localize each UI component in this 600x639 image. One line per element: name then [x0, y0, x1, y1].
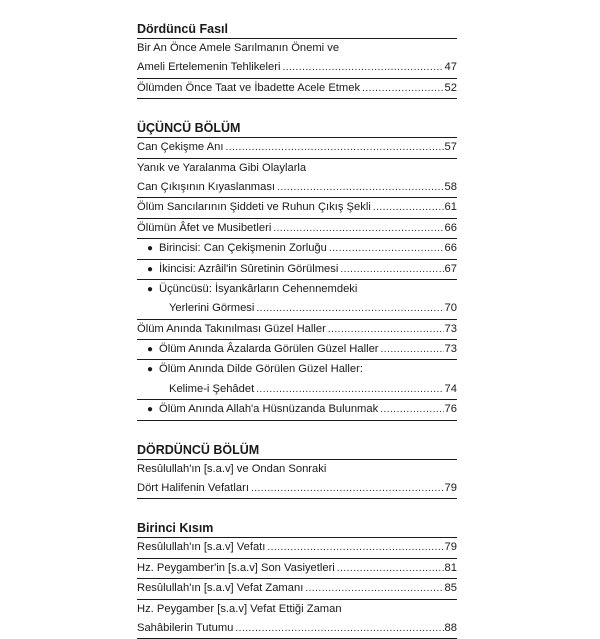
toc-entry	[137, 138, 457, 158]
toc-entry-page: 79	[444, 482, 457, 495]
toc-entry-page: 47	[444, 61, 457, 74]
dot-leader	[329, 239, 444, 258]
toc-entry	[137, 538, 457, 558]
toc-entry	[137, 39, 457, 58]
toc-entry-title: Ameli Ertelemenin Tehlikeleri	[137, 61, 281, 74]
dot-leader	[256, 380, 443, 399]
toc-entry	[137, 340, 457, 360]
dot-leader	[305, 579, 443, 598]
toc-entry-page: 57	[444, 141, 457, 154]
dot-leader	[267, 538, 443, 557]
toc-entry-page: 70	[444, 302, 457, 315]
toc-entry-page: 81	[444, 561, 457, 574]
toc-entry-page: 66	[444, 242, 457, 255]
toc-entry-title: Sahâbilerin Tutumu	[137, 621, 234, 634]
toc-entry	[137, 579, 457, 599]
toc-entry	[137, 299, 457, 319]
toc-entry	[137, 178, 457, 198]
section-heading: Dördüncü Fasıl	[137, 20, 457, 39]
dot-leader	[380, 400, 443, 419]
bullet-icon: ●	[147, 263, 154, 275]
toc-entry-page: 58	[444, 180, 457, 193]
toc-entry	[137, 400, 457, 420]
toc-entry-title: Ölüm Anında Takınılması Güzel Haller	[137, 322, 326, 335]
toc-entry-page: 52	[444, 81, 457, 94]
toc-entry-page: 74	[444, 382, 457, 395]
bullet-icon: ●	[147, 283, 154, 295]
toc-entry-title: Ölümden Önce Taat ve İbadette Acele Etmek	[137, 81, 361, 94]
dot-leader	[381, 340, 444, 359]
section-heading: DÖRDÜNCÜ BÖLÜM	[137, 441, 457, 460]
toc-entry-title: Dört Halifenin Vefatları	[137, 482, 249, 495]
dot-leader	[362, 79, 443, 98]
toc-entry	[137, 280, 457, 299]
toc-entry-title: Yerlerini Görmesi	[169, 302, 255, 315]
dot-leader	[251, 479, 444, 498]
toc-entry-title: Hz. Peygamber'in [s.a.v] Son Vasiyetleri	[137, 561, 335, 574]
toc-entry-title: Can Çıkışının Kıyaslanması	[137, 180, 276, 193]
dot-leader	[373, 198, 444, 217]
toc-entry	[137, 619, 457, 639]
toc-entry-page: 79	[444, 541, 457, 554]
dot-leader	[282, 58, 443, 77]
toc-entry	[137, 600, 457, 619]
toc-entry-title: Ölüm Anında Allah'a Hüsnüzanda Bulunmak	[159, 403, 379, 416]
toc-entry-title: Üçüncüsü: İsyankârların Cehennemdeki	[159, 282, 358, 295]
bullet-icon: ●	[147, 364, 154, 376]
toc-entry-title: İkincisi: Azrâil'in Sûretinin Görülmesi	[159, 262, 339, 275]
dot-leader	[256, 299, 443, 318]
toc-entry-title: Ölüm Anında Âzalarda Görülen Güzel Haller	[159, 343, 379, 356]
bullet-icon: ●	[147, 404, 154, 416]
dot-leader	[277, 178, 444, 197]
toc-entry-page: 88	[444, 621, 457, 634]
toc-entry-title: Ölümün Âfet ve Musibetleri	[137, 221, 272, 234]
toc-entry	[137, 79, 457, 99]
toc-entry	[137, 320, 457, 340]
toc-entry	[137, 360, 457, 379]
dot-leader	[328, 320, 444, 339]
toc-entry-title: Bir An Önce Amele Sarılmanın Önemi ve	[137, 42, 340, 54]
toc-entry	[137, 198, 457, 218]
toc-entry-page: 66	[444, 221, 457, 234]
dot-leader	[225, 138, 443, 157]
toc-entry-page: 73	[444, 322, 457, 335]
toc-entry-title: Birincisi: Can Çekişmenin Zorluğu	[159, 242, 327, 255]
toc-entry-title: Ölüm Sancılarının Şiddeti ve Ruhun Çıkış Şekli	[137, 201, 371, 214]
dot-leader	[273, 219, 443, 238]
bullet-icon: ●	[147, 243, 154, 255]
toc-entry-page: 85	[444, 582, 457, 595]
toc-entry-title: Resûlullah'ın [s.a.v] Vefat Zamanı	[137, 582, 304, 595]
toc-entry	[137, 219, 457, 239]
toc-entry	[137, 559, 457, 579]
toc-entry-page: 73	[444, 343, 457, 356]
toc-entry	[137, 380, 457, 400]
toc-entry-page: 61	[444, 201, 457, 214]
toc-entry	[137, 479, 457, 499]
toc-entry-title: Ölüm Anında Dilde Görülen Güzel Haller:	[159, 363, 363, 376]
toc-entry-title: Resûlullah'ın [s.a.v] ve Ondan Sonraki	[137, 462, 327, 475]
dot-leader	[337, 559, 444, 578]
section-heading: ÜÇÜNCÜ BÖLÜM	[137, 119, 457, 138]
toc-entry	[137, 260, 457, 280]
section-heading: Birinci Kısım	[137, 519, 457, 538]
bullet-icon: ●	[147, 344, 154, 356]
toc-entry	[137, 159, 457, 178]
toc-entry-page: 76	[444, 403, 457, 416]
dot-leader	[340, 260, 443, 279]
toc-entry-title: Kelime-i Şehâdet	[169, 382, 255, 395]
toc-entry-title: Yanık ve Yaralanma Gibi Olaylarla	[137, 161, 307, 174]
toc-entry-title: Hz. Peygamber [s.a.v] Vefat Ettiği Zaman	[137, 602, 342, 615]
table-of-contents	[137, 20, 457, 639]
toc-entry-title: Resûlullah'ın [s.a.v] Vefatı	[137, 541, 266, 554]
toc-entry-title: Can Çekişme Anı	[137, 141, 224, 154]
toc-entry	[137, 239, 457, 259]
dot-leader	[235, 619, 443, 638]
toc-entry	[137, 58, 457, 78]
toc-entry-page: 67	[444, 262, 457, 275]
toc-entry	[137, 460, 457, 479]
